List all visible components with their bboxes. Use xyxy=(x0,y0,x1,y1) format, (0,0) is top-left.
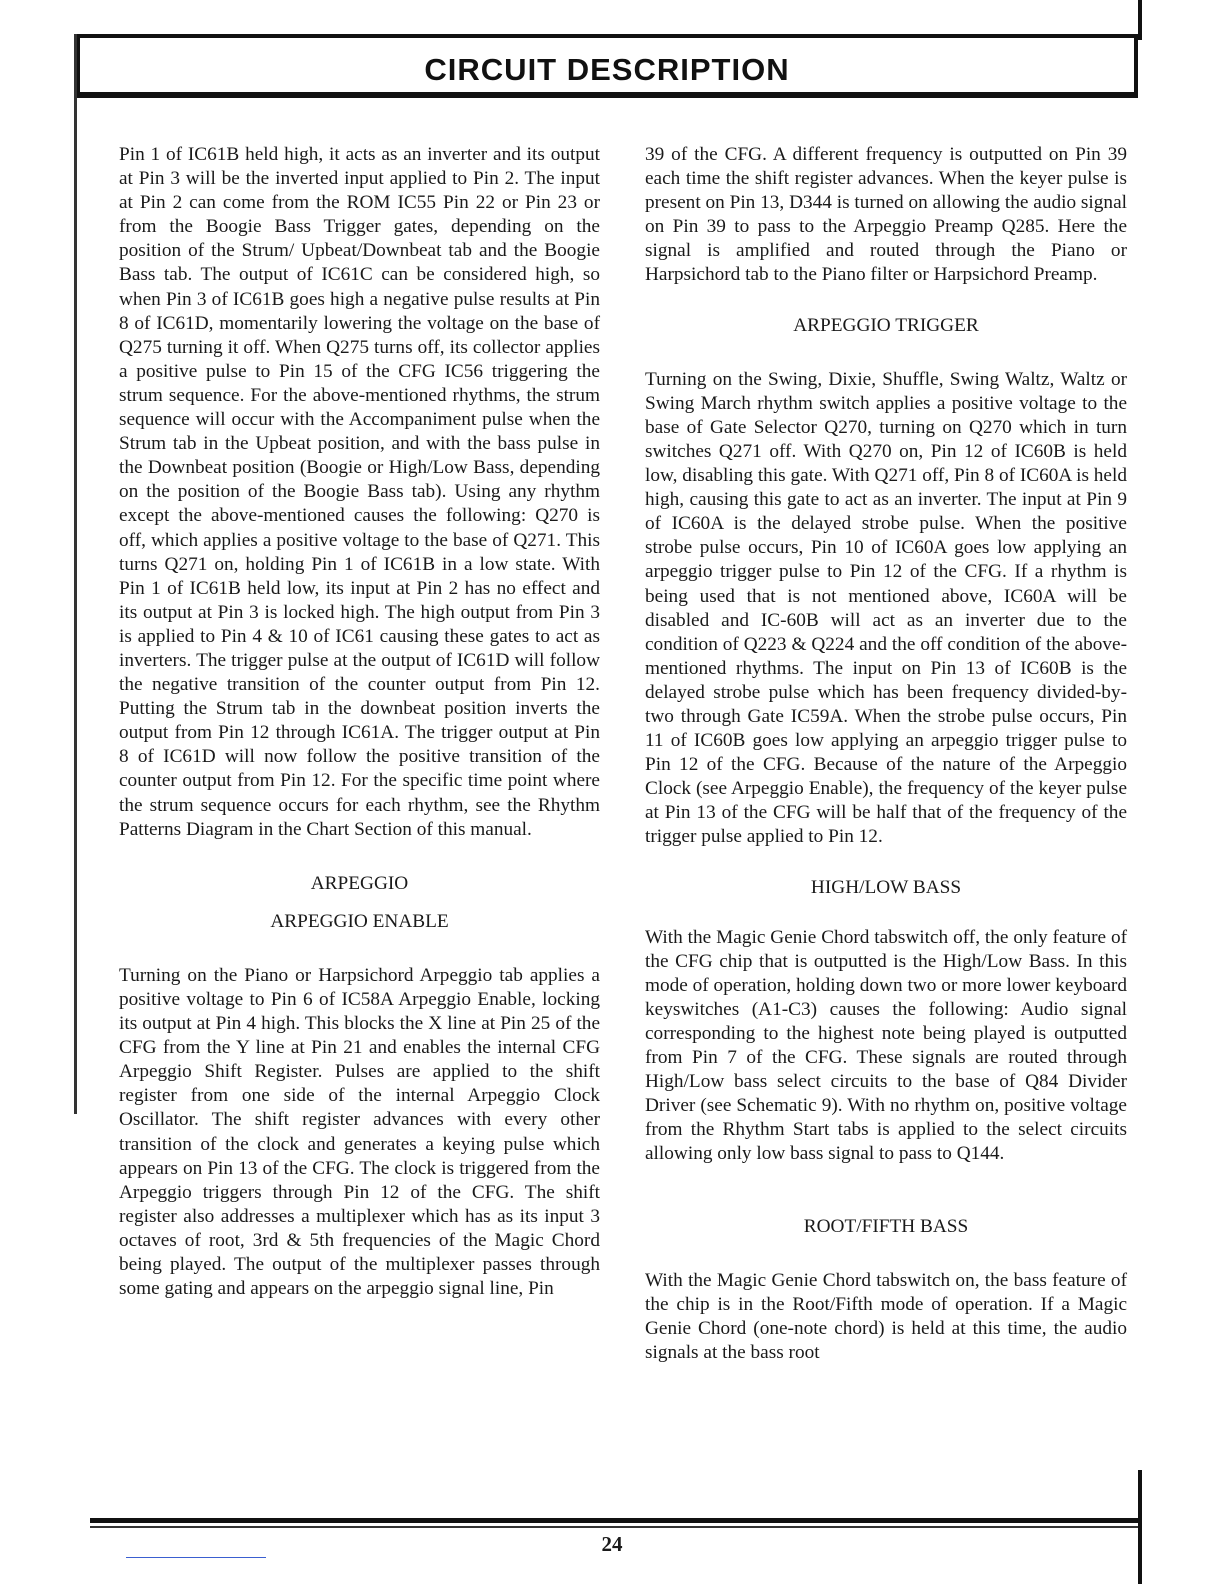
section-heading-root-fifth-bass: ROOT/FIFTH BASS xyxy=(803,1215,969,1237)
section-heading-high-low-bass: HIGH/LOW BASS xyxy=(810,876,962,898)
left-margin-rule xyxy=(74,34,77,1114)
section-heading-arpeggio: ARPEGGIO xyxy=(310,872,409,894)
right-column xyxy=(645,143,1127,1365)
body-paragraph: Turning on the Piano or Harpsichord Arpeggio tab applies a positive voltage to Pin 6 of IC58A Arpeggio Enable, locking its output at Pin 4 high. This blocks the X line at Pin 25 of the CFG from the Y line at Pin 21 and enables the internal CFG Arpeggio Shift Register. Pulses are applied to the shift register from one side of the internal Arpeggio Clock Oscillator. The shift register advances with every other transition of the clock and generates a keying pulse which appears on Pin 13 of the CFG. The clock is triggered from the Arpeggio triggers through Pin 12 of the CFG. The shift register also addresses a multiplexer which has as its input 3 octaves of root, 3rd & 5th frequencies of the Magic Chord being played. The output of the multiplexer passes through some gating and appears on the arpeggio signal line, Pin xyxy=(119,964,600,1300)
binding-edge-mark-top xyxy=(1138,0,1142,40)
blue-underline-artifact xyxy=(126,1557,266,1558)
body-paragraph: Turning on the Swing, Dixie, Shuffle, Swing Waltz, Waltz or Swing March rhythm switch applies a positive voltage to the base of Gate Selector Q270, turning on Q270 which in turn switches Q271 off. With Q270 on, Pin 12 of IC60B is held low, disabling this gate. With Q271 off, Pin 8 of IC60A is held high, causing this gate to act as an inverter. The input at Pin 9 of IC60A is the delayed strobe pulse. When the positive strobe pulse occurs, Pin 10 of IC60A goes low applying an arpeggio trigger pulse to Pin 12 of the CFG. If a rhythm is being used that is not mentioned above, IC60A will be disabled and IC-60B will act as an inverter due to the condition of Q223 & Q224 and the off condition of the above-mentioned rhythms. The input on Pin 13 of IC60B is the delayed strobe pulse which has been frequency divided-by-two through Gate IC59A. When the strobe pulse occurs, Pin 11 of IC60B goes low applying an arpeggio trigger pulse to Pin 12 of the CFG. Because of the nature of the Arpeggio Clock (see Arpeggio Enable), the frequency of the keyer pulse at Pin 13 of the CFG will be half that of the frequency of the trigger pulse applied to Pin 12. xyxy=(645,368,1127,848)
section-heading-arpeggio-enable: ARPEGGIO ENABLE xyxy=(270,910,449,932)
page-title: CIRCUIT DESCRIPTION xyxy=(424,52,790,87)
left-column xyxy=(119,143,600,1301)
body-paragraph: With the Magic Genie Chord tabswitch off, the only feature of the CFG chip that is outputted is the High/Low Bass. In this mode of operation, holding down two or more lower keyboard keyswitches (A1-C3) causes the following: Audio signal corresponding to the highest note being played is outputted from Pin 7 of the CFG. These signals are routed through High/Low bass select circuits to the base of Q84 Divider Driver (see Schematic 9). With no rhythm on, positive voltage from the Rhythm Start tabs is applied to the select circuits allowing only low bass signal to pass to Q144. xyxy=(645,926,1127,1165)
page-number: 24 xyxy=(601,1532,623,1556)
footer-rule xyxy=(90,1518,1138,1523)
footer-rule-thin xyxy=(90,1526,1138,1528)
body-paragraph: With the Magic Genie Chord tabswitch on, the bass feature of the chip is in the Root/Fifth mode of operation. If a Magic Genie Chord (one-note chord) is held at this time, the audio signals at the bass root xyxy=(645,1269,1127,1363)
header-box xyxy=(76,34,1138,98)
body-paragraph: Pin 1 of IC61B held high, it acts as an inverter and its output at Pin 3 will be the inverted input applied to Pin 2. The input at Pin 2 can come from the ROM IC55 Pin 22 or Pin 23 or from the Boogie Bass Trigger gates, depending on the position of the Strum/ Upbeat/Downbeat tab and the Boogie Bass tab. The output of IC61C can be considered high, so when Pin 3 of IC61B goes high a negative pulse results at Pin 8 of IC61D, momentarily lowering the voltage on the base of Q275 turning it off. When Q275 turns off, its collector applies a positive pulse to Pin 15 of the CFG IC56 triggering the strum sequence. For the above-mentioned rhythms, the strum sequence will occur with the Accompaniment pulse when the Strum tab in the Upbeat position, and with the bass pulse in the Downbeat position (Boogie or High/Low Bass, depending on the position of the Boogie Bass tab). Using any rhythm except the above-mentioned causes the following: Q270 is off, which applies a positive voltage to the base of Q271. This turns Q271 on, holding Pin 1 of IC61B in a low state. With Pin 1 of IC61B held low, its input at Pin 2 has no effect and its output at Pin 3 is locked high. The high output from Pin 3 is applied to Pin 4 & 10 of IC61 causing these gates to act as inverters. The trigger pulse at the output of IC61D will follow the negative transition of the counter output from Pin 12. Putting the Strum tab in the downbeat position inverts the output from Pin 12 through IC61A. The trigger output at Pin 8 of IC61D will now follow the positive transition of the counter output from Pin 12. For the specific time point where the strum sequence occurs for each rhythm, see the Rhythm Patterns Diagram in the Chart Section of this manual. xyxy=(119,144,600,840)
body-paragraph: 39 of the CFG. A different frequency is outputted on Pin 39 each time the shift register advances. When the keyer pulse is present on Pin 13, D344 is turned on allowing the audio signal on Pin 39 to pass to the Arpeggio Preamp Q285. Here the signal is amplified and routed through the Piano or Harpsichord tab to the Piano filter or Harpsichord Preamp. xyxy=(645,144,1127,286)
section-heading-arpeggio-trigger: ARPEGGIO TRIGGER xyxy=(793,314,979,336)
binding-edge-mark-bottom xyxy=(1138,1470,1142,1584)
